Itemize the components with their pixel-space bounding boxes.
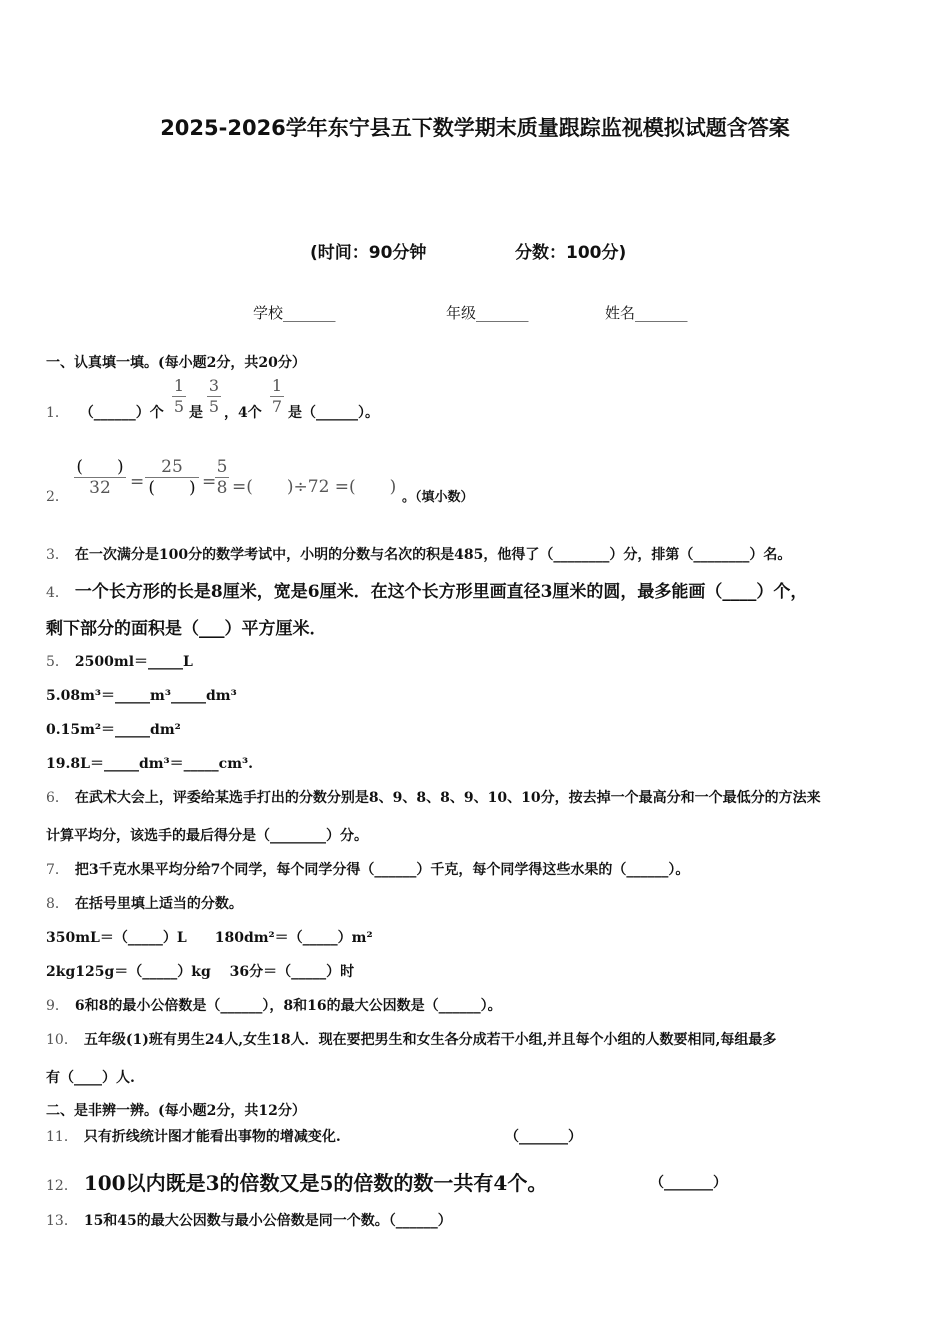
question-13: 13． 15和45的最大公因数与最小公倍数是同一个数。（______） xyxy=(46,1213,452,1229)
question-9: 9． 6和8的最小公倍数是（______），8和16的最大公因数是（______）。 xyxy=(46,998,502,1014)
question-12: 12． 100以内既是3的倍数又是5的倍数的数一共有4个。 xyxy=(46,1171,548,1195)
question-number: 5． xyxy=(46,654,69,670)
q2-fraction-b: 25 ( ) xyxy=(145,458,199,497)
exam-score: 分数：100分) xyxy=(515,243,627,263)
question-number: 11． xyxy=(46,1129,78,1145)
q1-part1: （______）个 xyxy=(79,405,164,421)
q2-equals-2: = xyxy=(202,472,217,492)
question-6: 6． 在武术大会上，评委给某选手打出的分数分别是8、9、8、8、9、10、10分，按去掉一个最高分和一个最低分的方法来 xyxy=(46,790,821,806)
section-heading-1: 一、认真填一填。(每小题2分，共20分） xyxy=(46,355,306,371)
school-field: 学校_______ xyxy=(253,304,336,322)
question-6-line2: 计算平均分，该选手的最后得分是（________）分。 xyxy=(46,828,368,844)
question-10: 10． 五年级(1)班有男生24人,女生18人．现在要把男生和女生各分成若干小组,并且每个小组的人数要相同,每组最多 xyxy=(46,1032,777,1048)
grade-field: 年级_______ xyxy=(446,304,529,322)
q1-fraction-2: 3 5 xyxy=(208,376,220,416)
q2-tail: =( )÷72 =( ) xyxy=(232,477,397,497)
q1-part3: ，4个 xyxy=(224,405,262,421)
q2-fraction-c: 5 8 xyxy=(216,457,228,498)
q2-equals-1: = xyxy=(130,472,145,492)
question-11: 11． 只有折线统计图才能看出事物的增减变化. xyxy=(46,1129,341,1145)
question-number: 1． xyxy=(46,405,69,421)
question-3: 3． 在一次满分是100分的数学考试中，小明的分数与名次的积是485，他得了（________）分，排第（________）名。 xyxy=(46,547,792,563)
question-10-line2: 有（____）人. xyxy=(46,1070,135,1086)
question-number: 4． xyxy=(46,585,69,601)
question-8: 8． 在括号里填上适当的分数。 xyxy=(46,896,243,912)
question-number: 2． xyxy=(46,489,69,505)
q1-fraction-1: 1 5 xyxy=(173,376,185,416)
question-number: 3． xyxy=(46,547,69,563)
question-1 xyxy=(46,402,164,422)
question-4: 4． 一个长方形的长是8厘米，宽是6厘米．在这个长方形里画直径3厘米的圆，最多能画（____）个， xyxy=(46,582,808,602)
q11-answer-blank: （_______） xyxy=(505,1129,582,1145)
question-7: 7． 把3千克水果平均分给7个同学，每个同学分得（______）千克，每个同学得这些水果的（______）。 xyxy=(46,862,690,878)
q1-fraction-3: 1 7 xyxy=(271,376,283,416)
q8-line1: 350mL＝（_____）L 180dm²＝（_____）m² xyxy=(46,930,373,946)
question-2 xyxy=(46,486,75,506)
question-4-line2: 剩下部分的面积是（___）平方厘米． xyxy=(46,619,327,639)
q5-line2: 5.08m³＝_____m³_____dm³ xyxy=(46,688,237,704)
q1-part2: 是 xyxy=(189,405,203,421)
q5-line4: 19.8L＝_____dm³＝_____cm³. xyxy=(46,756,254,772)
q12-answer-blank: （_______） xyxy=(650,1175,727,1191)
question-number: 12． xyxy=(46,1178,78,1194)
name-field: 姓名_______ xyxy=(605,304,688,322)
question-number: 8． xyxy=(46,896,69,912)
question-5: 5． 2500ml＝_____L xyxy=(46,654,193,670)
exam-time: (时间：90分钟 xyxy=(310,243,427,263)
q5-line3: 0.15m²＝_____dm² xyxy=(46,722,181,738)
q8-line2: 2kg125g＝（_____）kg 36分＝（_____）时 xyxy=(46,964,355,980)
section-heading-2: 二、是非辨一辨。(每小题2分，共12分） xyxy=(46,1103,306,1119)
question-number: 6． xyxy=(46,790,69,806)
page-title: 2025-2026学年东宁县五下数学期末质量跟踪监视模拟试题含答案 xyxy=(160,116,790,140)
question-number: 7． xyxy=(46,862,69,878)
question-number: 13． xyxy=(46,1213,78,1229)
q2-note: 。（填小数） xyxy=(402,490,474,505)
q2-fraction-a: ( ) 32 xyxy=(74,458,126,497)
q1-part4: 是（______）。 xyxy=(288,405,379,421)
question-number: 9． xyxy=(46,998,69,1014)
question-number: 10． xyxy=(46,1032,78,1048)
